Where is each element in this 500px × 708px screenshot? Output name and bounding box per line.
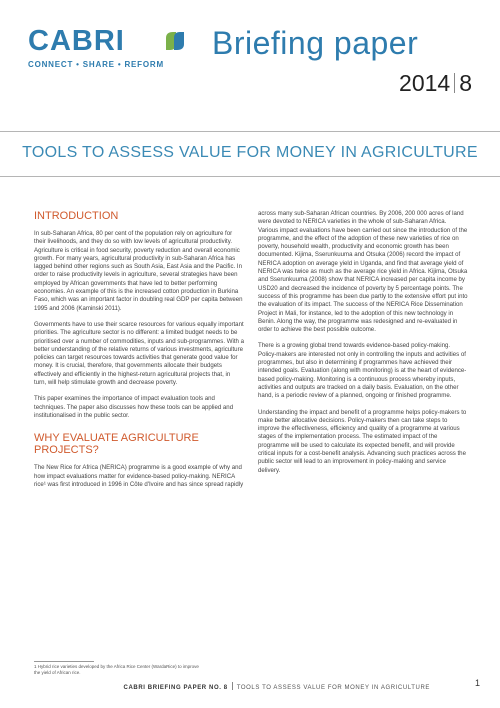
cabri-leaf-icon (164, 30, 186, 52)
intro-paragraph-3: This paper examines the importance of impact evaluation tools and techniques. The paper also discusses how these tools can be applied and institutionalised in the public sector. (34, 395, 234, 419)
page-footer (124, 682, 430, 691)
right-paragraph-1: across many sub-Saharan African countries. By 2006, 200 000 acres of land were devoted to NERICA varieties in the whole of sub-Saharan Africa. Various impact evaluations have been carried out since the introduction of the programme, and the effect of the adoption of these new varieties of rice on poverty, household wealth, productivity and economic growth has been documented. Kijima, Sserunkuuma and Otsuka (2006) record the impact of NERICA adoption on average yield in Uganda, and find that average yield of NERICA was twice as much as the average rice yield in Africa. Kijima, Otsuka and Sserunkuuma (2008) show that NERICA increased per capita income by USD20 and decreased the incidence of poverty by 5 percentage points. The success of this programme has been due partly to the extensive effort put into the evaluation of its impact. The success of the NERICA Rice Dissemination Project in Mali, for instance, led to the adoption of this new technology in Benin. Along the way, the programme was redesigned and re-evaluated in order to achieve the best possible outcome. (258, 210, 468, 334)
footnote-rule (34, 661, 94, 662)
footer-title: TOOLS TO ASSESS VALUE FOR MONEY IN AGRICULTURE (236, 685, 430, 691)
cabri-logo (28, 26, 164, 69)
title-rule-bottom (0, 176, 500, 177)
logo-tagline: CONNECT • SHARE • REFORM (28, 60, 164, 69)
introduction-heading: INTRODUCTION (34, 210, 119, 222)
logo-wordmark: CABRI (28, 25, 125, 57)
document-type: Briefing paper (212, 25, 419, 61)
why-evaluate-heading: WHY EVALUATE AGRICULTURE PROJECTS? (34, 432, 199, 457)
issue-divider (454, 73, 455, 93)
right-column (258, 210, 468, 483)
issue-year: 2014 (399, 70, 451, 96)
why-paragraph-1: The New Rice for Africa (NERICA) programme is a good example of why and how impact evaluations matter for evidence-based policy-making. NERICA rice¹ was first introduced in 1996 in Côte d'Ivoire and has since spread rapidly (34, 464, 244, 488)
page-number: 1 (474, 678, 480, 688)
right-paragraph-2: There is a growing global trend towards evidence-based policy-making. Policy-makers are interested not only in controlling the inputs and activities of programmes, but also in determining if programmes have achieved their intended goals. Evaluation (along with monitoring) is at the heart of evidence-based policy-making. Monitoring is a continuous process whereby inputs, activities and outputs are tracked on a daily basis. Evaluation, on the other hand, is a periodic review of a planned, ongoing or finished programme. (258, 342, 467, 400)
footer-divider (232, 682, 233, 690)
left-column (34, 210, 244, 497)
footer-series: CABRI BRIEFING PAPER NO. 8 (123, 685, 228, 691)
issue-no: 8 (459, 70, 472, 96)
right-paragraph-3: Understanding the impact and benefit of a programme helps policy-makers to make better allocative decisions. Policy-makers then can take steps to improve the effectiveness, efficiency and quality of a programme at various stages of the implementation process. The estimated impact of the programme will be used to calculate its expected benefit, and will provide critical inputs for a cost-benefit analysis. Advancing such practices across the public sector will lead to an improvement in policy-making and service delivery. (258, 408, 467, 474)
title-rule-top (0, 131, 500, 132)
intro-paragraph-1: In sub-Saharan Africa, 80 per cent of the population rely on agriculture for their livelihoods, and they do so with low levels of agricultural productivity. Agriculture is critical in food security, poverty reduction and overall economic growth. For many years, agricultural productivity in sub-Saharan Africa has lagged behind other regions such as South Asia, East Asia and the Pacific. In order to raise productivity levels in agriculture, several strategies have been employed by African governments that have led to better performing economies. An example of this is the increased cotton production in Burkina Faso, which was an important factor in doubling real GDP per capita between 1995 and 2006 (Kaminski 2011). (34, 230, 243, 312)
page-title: TOOLS TO ASSESS VALUE FOR MONEY IN AGRICULTURE (22, 144, 478, 161)
issue-number (399, 70, 472, 96)
intro-paragraph-2: Governments have to use their scarce resources for various equally important priorities. The agriculture sector is no different: a limited budget needs to be prioritised over a number of commodities, inputs and sub-programmes. With a better understanding of the relative returns of various investments, agriculture policies can target resources towards activities that generate good value for money. It is crucial, therefore, that governments allocate their budgets effectively and efficiently in the highest-return agricultural projects that, in turn, will help stimulate growth and decrease poverty. (34, 320, 244, 387)
footnote: 1 Hybrid rice varieties developed by the Africa Rice Center (WardaRice) to improve the yield of African rice. (34, 664, 199, 675)
